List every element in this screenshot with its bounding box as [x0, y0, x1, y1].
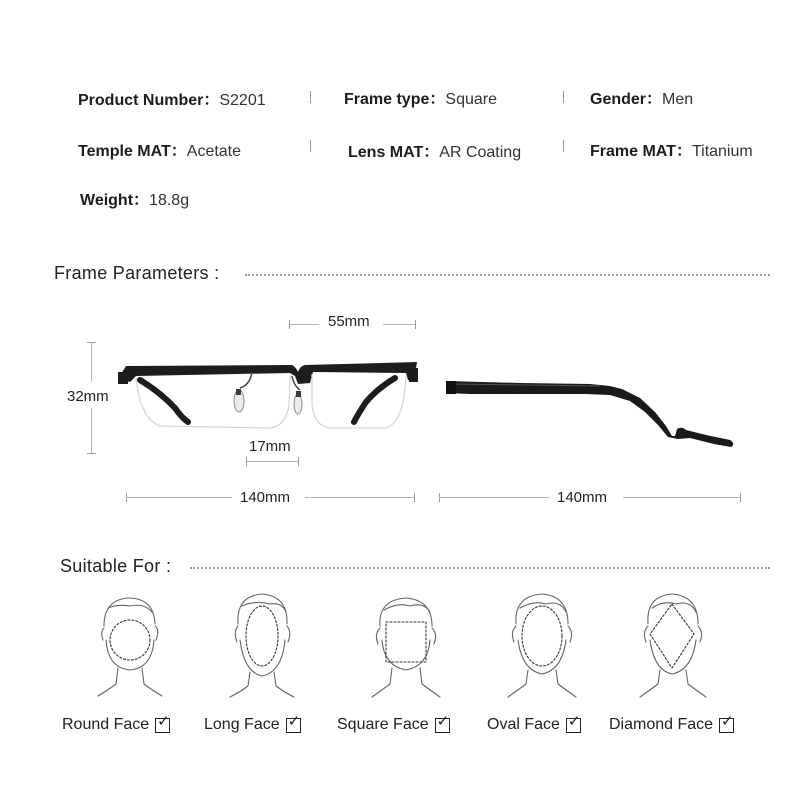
checkbox-checked-icon: ✓	[435, 718, 450, 733]
spec-separator: ：	[675, 143, 692, 160]
spec-value: Acetate	[186, 143, 242, 160]
spec-separator: ：	[423, 144, 440, 161]
spec-value: Square	[445, 91, 497, 108]
spec-key: Gender	[590, 91, 647, 108]
face-option-long	[204, 712, 301, 734]
lens-height-label: 32mm	[67, 388, 109, 405]
suitable-for-title: Suitable For :	[60, 556, 172, 576]
face-option-round	[62, 712, 170, 734]
spec-value: Titanium	[691, 143, 753, 160]
frame-width-label: 140mm	[240, 489, 291, 506]
spec-value: S2201	[219, 92, 266, 109]
checkbox-checked-icon: ✓	[719, 718, 734, 733]
face-option-diamond	[609, 712, 734, 734]
round-face-icon	[98, 598, 162, 696]
spec-separator: ：	[203, 92, 220, 109]
spec-key: Temple MAT	[78, 143, 171, 160]
face-option-oval	[487, 712, 581, 734]
spec-key: Product Number	[78, 92, 204, 109]
checkbox-checked-icon: ✓	[286, 718, 301, 733]
diamond-face-icon	[640, 594, 706, 697]
checkbox-checked-icon: ✓	[155, 718, 170, 733]
face-option-square	[337, 712, 450, 734]
spec-value: AR Coating	[439, 144, 522, 161]
face-label-text: Long Face	[204, 716, 280, 733]
long-face-icon	[230, 594, 294, 697]
spec-key: Weight	[80, 192, 134, 209]
face-label-text: Oval Face	[487, 716, 560, 733]
spec-value: Men	[662, 91, 694, 108]
temple-length-label: 140mm	[557, 489, 608, 506]
square-face-icon	[372, 598, 440, 697]
spec-separator: ：	[646, 91, 663, 108]
face-label-text: Square Face	[337, 716, 429, 733]
face-label-text: Diamond Face	[609, 716, 714, 733]
checkbox-checked-icon: ✓	[566, 718, 581, 733]
spec-key: Lens MAT	[348, 144, 424, 161]
oval-face-icon	[508, 594, 576, 697]
spec-key: Frame MAT	[590, 143, 676, 160]
spec-separator: ：	[133, 192, 150, 209]
spec-separator: ：	[170, 143, 187, 160]
spec-value: 18.8g	[149, 192, 190, 209]
bridge-width-label: 17mm	[249, 438, 291, 455]
spec-separator: ：	[429, 91, 446, 108]
face-label-text: Round Face	[62, 716, 150, 733]
frame-parameters-title: Frame Parameters :	[54, 263, 220, 283]
spec-key: Frame type	[344, 91, 430, 108]
lens-width-label: 55mm	[328, 313, 370, 330]
